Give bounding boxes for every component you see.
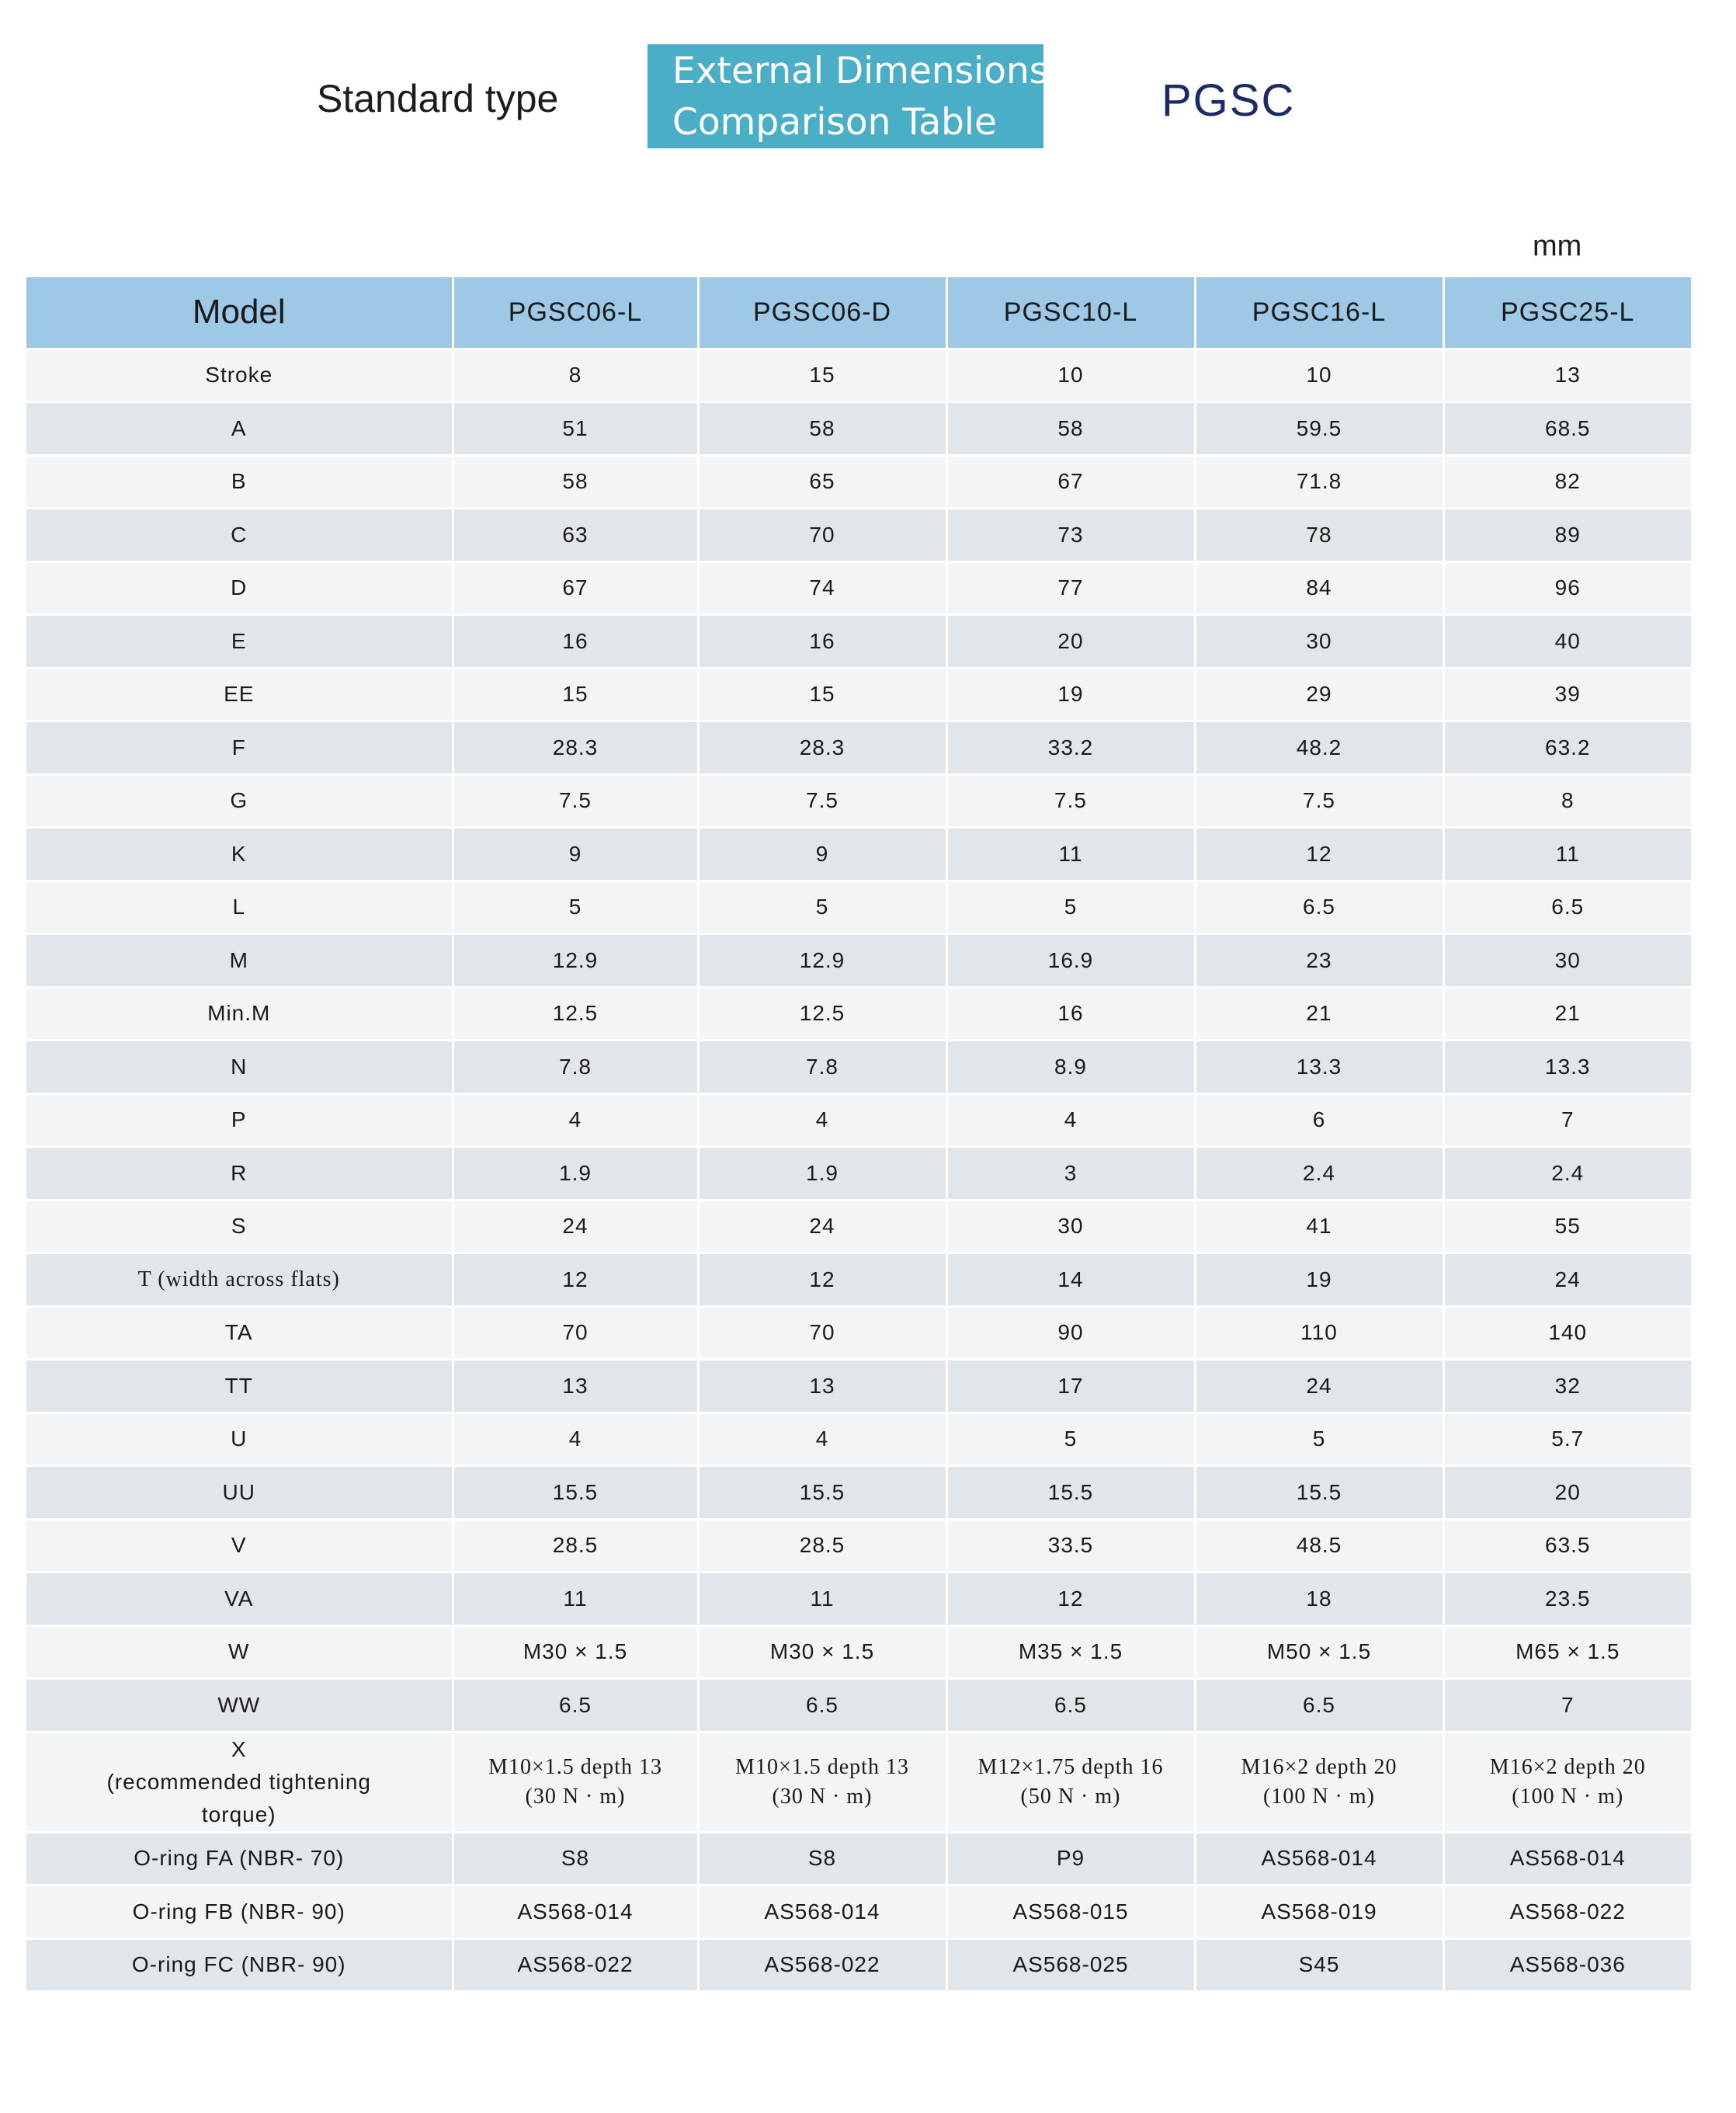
table-cell: AS568-019: [1195, 1885, 1443, 1939]
row-label: M: [26, 934, 453, 988]
table-cell: 15.5: [453, 1466, 698, 1520]
table-cell: 24: [1195, 1360, 1443, 1413]
table-cell: 68.5: [1443, 402, 1691, 456]
table-row: [26, 1041, 1691, 1094]
table-cell: 67: [453, 561, 698, 615]
table-cell: 41: [1195, 1200, 1443, 1253]
table-cell: 7.8: [453, 1041, 698, 1094]
row-label: L: [26, 881, 453, 934]
table-cell: 70: [698, 1306, 946, 1360]
cell-line: (100 N · m): [1512, 1784, 1624, 1809]
table-cell: 16: [453, 615, 698, 669]
table-cell: 19: [946, 668, 1195, 721]
table-cell: 5.7: [1443, 1413, 1691, 1466]
badge-line-2: Comparison Table: [672, 101, 997, 144]
table-cell: AS568-014: [453, 1885, 698, 1939]
table-cell: 77: [946, 561, 1195, 615]
table-cell: 10: [1195, 349, 1443, 402]
table-cell: 13.3: [1443, 1041, 1691, 1094]
table-cell: 67: [946, 455, 1195, 509]
table-cell: 23.5: [1443, 1573, 1691, 1626]
table-cell: 13.3: [1195, 1041, 1443, 1094]
table-cell: S8: [698, 1832, 946, 1885]
table-cell: 59.5: [1195, 402, 1443, 456]
table-row: [26, 561, 1691, 615]
row-label: UU: [26, 1466, 453, 1520]
table-cell: 2.4: [1443, 1147, 1691, 1201]
table-cell: 8: [453, 349, 698, 402]
table-cell: 13: [698, 1360, 946, 1413]
table-cell: 29: [1195, 668, 1443, 721]
table-row: [26, 1466, 1691, 1520]
table-cell: [453, 1732, 698, 1832]
table-cell: 28.5: [453, 1519, 698, 1573]
row-label-line: torque): [201, 1802, 276, 1826]
table-cell: 71.8: [1195, 455, 1443, 509]
table-cell: 7: [1443, 1093, 1691, 1147]
table-row: [26, 1519, 1691, 1573]
table-cell: 12: [946, 1573, 1195, 1626]
table-cell: AS568-015: [946, 1885, 1195, 1939]
table-cell: S8: [453, 1832, 698, 1885]
cell-line: (100 N · m): [1263, 1784, 1375, 1809]
table-cell: 15.5: [1195, 1466, 1443, 1520]
dimensions-table: [26, 277, 1691, 1993]
table-row: [26, 455, 1691, 509]
row-label: T (width across flats): [26, 1253, 453, 1307]
table-cell: 12.5: [698, 987, 946, 1041]
table-cell: 48.5: [1195, 1519, 1443, 1573]
series-title: PGSC: [1161, 75, 1296, 126]
table-cell: 63: [453, 509, 698, 562]
table-cell: 24: [698, 1200, 946, 1253]
row-label: D: [26, 561, 453, 615]
table-cell: 16: [946, 987, 1195, 1041]
table-cell: M35 × 1.5: [946, 1625, 1195, 1679]
table-cell: 15: [698, 349, 946, 402]
table-row: [26, 402, 1691, 456]
table-cell: 6.5: [1443, 881, 1691, 934]
table-cell: 65: [698, 455, 946, 509]
table-cell: 51: [453, 402, 698, 456]
cell-line: M10×1.5 depth 13: [488, 1754, 662, 1779]
model-column-header: Model: [26, 277, 453, 349]
table-cell: 7.5: [946, 774, 1195, 828]
table-cell: 4: [453, 1413, 698, 1466]
table-cell: 2.4: [1195, 1147, 1443, 1201]
table-row-oring: [26, 1885, 1691, 1939]
table-cell: 6.5: [1195, 881, 1443, 934]
table-cell: 9: [453, 828, 698, 881]
table-cell: AS568-036: [1443, 1938, 1691, 1992]
row-label-line: X: [231, 1736, 247, 1761]
table-cell: AS568-022: [1443, 1885, 1691, 1939]
table-row: [26, 349, 1691, 402]
table-row: [26, 987, 1691, 1041]
table-cell: 48.2: [1195, 721, 1443, 775]
table-cell: AS568-025: [946, 1938, 1195, 1992]
table-row: [26, 668, 1691, 721]
table-row: [26, 881, 1691, 934]
row-label: A: [26, 402, 453, 456]
cell-line: (50 N · m): [1020, 1784, 1121, 1809]
table-row: [26, 1413, 1691, 1466]
table-cell: AS568-014: [698, 1885, 946, 1939]
table-cell: 140: [1443, 1306, 1691, 1360]
model-header: PGSC10-L: [946, 277, 1195, 349]
table-cell: AS568-014: [1443, 1832, 1691, 1885]
table-cell: 11: [698, 1573, 946, 1626]
table-cell: 89: [1443, 509, 1691, 562]
row-label: WW: [26, 1679, 453, 1732]
table-cell: 84: [1195, 561, 1443, 615]
table-cell: 63.5: [1443, 1519, 1691, 1573]
table-cell: 13: [453, 1360, 698, 1413]
table-cell: 20: [946, 615, 1195, 669]
table-cell: 15: [453, 668, 698, 721]
table-cell: [698, 1732, 946, 1832]
table-cell: 39: [1443, 668, 1691, 721]
table-cell: M65 × 1.5: [1443, 1625, 1691, 1679]
row-label: P: [26, 1093, 453, 1147]
table-cell: 20: [1443, 1466, 1691, 1520]
table-row: [26, 934, 1691, 988]
table-cell: 1.9: [453, 1147, 698, 1201]
table-cell: 4: [946, 1093, 1195, 1147]
table-row-oring: [26, 1938, 1691, 1992]
table-cell: 7.8: [698, 1041, 946, 1094]
cell-line: M12×1.75 depth 16: [977, 1754, 1164, 1779]
table-cell: 73: [946, 509, 1195, 562]
table-cell: 32: [1443, 1360, 1691, 1413]
table-cell: 13: [1443, 349, 1691, 402]
table-cell: 17: [946, 1360, 1195, 1413]
table-row: [26, 1200, 1691, 1253]
row-label: VA: [26, 1573, 453, 1626]
table-cell: 12.9: [698, 934, 946, 988]
table-cell: 5: [946, 881, 1195, 934]
table-row: [26, 1147, 1691, 1201]
row-label: Stroke: [26, 349, 453, 402]
table-cell: 4: [698, 1093, 946, 1147]
table-cell: 21: [1443, 987, 1691, 1041]
cell-line: M16×2 depth 20: [1489, 1754, 1646, 1779]
table-header-row: [26, 277, 1691, 349]
table-cell: 6.5: [1195, 1679, 1443, 1732]
table-cell: 11: [453, 1573, 698, 1626]
row-label: C: [26, 509, 453, 562]
table-cell: [1195, 1732, 1443, 1832]
table-cell: 78: [1195, 509, 1443, 562]
table-cell: 7.5: [453, 774, 698, 828]
table-row-oring: [26, 1832, 1691, 1885]
row-label: O-ring FB (NBR- 90): [26, 1885, 453, 1939]
model-header: PGSC16-L: [1195, 277, 1443, 349]
table-row: [26, 1093, 1691, 1147]
table-cell: 24: [453, 1200, 698, 1253]
table-cell: 6.5: [453, 1679, 698, 1732]
row-label: EE: [26, 668, 453, 721]
table-cell: 5: [1195, 1413, 1443, 1466]
table-cell: 96: [1443, 561, 1691, 615]
table-cell: M30 × 1.5: [453, 1625, 698, 1679]
row-label: F: [26, 721, 453, 775]
table-cell: 5: [453, 881, 698, 934]
row-label: W: [26, 1625, 453, 1679]
table-row: [26, 1360, 1691, 1413]
table-cell: [946, 1732, 1195, 1832]
table-cell: 8: [1443, 774, 1691, 828]
table-cell: 15: [698, 668, 946, 721]
table-cell: 110: [1195, 1306, 1443, 1360]
table-cell: 30: [1195, 615, 1443, 669]
table-cell: 12: [453, 1253, 698, 1307]
table-row: [26, 721, 1691, 775]
table-cell: 70: [698, 509, 946, 562]
table-row: [26, 615, 1691, 669]
row-label-line: (recommended tightening: [106, 1769, 371, 1794]
unit-label: mm: [1533, 230, 1582, 262]
comparison-table-badge: [648, 44, 1049, 148]
table-cell: AS568-022: [453, 1938, 698, 1992]
table-cell: 3: [946, 1147, 1195, 1201]
table-cell: 12.9: [453, 934, 698, 988]
table-cell: 90: [946, 1306, 1195, 1360]
table-cell: 19: [1195, 1253, 1443, 1307]
table-row: [26, 774, 1691, 828]
table-cell: 24: [1443, 1253, 1691, 1307]
table-cell: 28.3: [698, 721, 946, 775]
table-row: [26, 1679, 1691, 1732]
table-cell: 16.9: [946, 934, 1195, 988]
row-label: O-ring FA (NBR- 70): [26, 1832, 453, 1885]
table-cell: P9: [946, 1832, 1195, 1885]
model-header: PGSC06-D: [698, 277, 946, 349]
table-row: [26, 1306, 1691, 1360]
table-cell: 9: [698, 828, 946, 881]
table-cell: 6.5: [698, 1679, 946, 1732]
table-cell: 21: [1195, 987, 1443, 1041]
table-cell: 4: [453, 1093, 698, 1147]
table-cell: M50 × 1.5: [1195, 1625, 1443, 1679]
table-cell: 40: [1443, 615, 1691, 669]
table-cell: 7.5: [1195, 774, 1443, 828]
table-cell: 55: [1443, 1200, 1691, 1253]
row-label: E: [26, 615, 453, 669]
table-cell: 11: [1443, 828, 1691, 881]
row-label: [26, 1732, 453, 1832]
table-cell: [1443, 1732, 1691, 1832]
cell-line: (30 N · m): [525, 1784, 626, 1809]
table-row: [26, 1253, 1691, 1307]
cell-line: (30 N · m): [772, 1784, 873, 1809]
table-cell: 16: [698, 615, 946, 669]
table-cell: AS568-022: [698, 1938, 946, 1992]
cell-line: M16×2 depth 20: [1241, 1754, 1397, 1779]
table-cell: 11: [946, 828, 1195, 881]
row-label: R: [26, 1147, 453, 1201]
table-cell: 10: [946, 349, 1195, 402]
cell-line: M10×1.5 depth 13: [735, 1754, 909, 1779]
table-row: [26, 1573, 1691, 1626]
table-cell: 70: [453, 1306, 698, 1360]
table-cell: 14: [946, 1253, 1195, 1307]
table-cell: 7.5: [698, 774, 946, 828]
row-label: O-ring FC (NBR- 90): [26, 1938, 453, 1992]
table-cell: 5: [946, 1413, 1195, 1466]
table-cell: 23: [1195, 934, 1443, 988]
table-cell: AS568-014: [1195, 1832, 1443, 1885]
row-label: TT: [26, 1360, 453, 1413]
table-cell: 6.5: [946, 1679, 1195, 1732]
table-row: [26, 509, 1691, 562]
table-cell: 12: [698, 1253, 946, 1307]
row-label: TA: [26, 1306, 453, 1360]
table-cell: 18: [1195, 1573, 1443, 1626]
table-cell: 15.5: [946, 1466, 1195, 1520]
table-row: [26, 1625, 1691, 1679]
table-cell: 28.3: [453, 721, 698, 775]
table-cell: 63.2: [1443, 721, 1691, 775]
table-cell: 58: [453, 455, 698, 509]
table-cell: S45: [1195, 1938, 1443, 1992]
model-header: PGSC06-L: [453, 277, 698, 349]
table-cell: 1.9: [698, 1147, 946, 1201]
table-cell: 15.5: [698, 1466, 946, 1520]
table-cell: 58: [698, 402, 946, 456]
row-label: U: [26, 1413, 453, 1466]
row-label: N: [26, 1041, 453, 1094]
row-label: G: [26, 774, 453, 828]
badge-line-1: External Dimensions: [672, 50, 1049, 92]
table-cell: 8.9: [946, 1041, 1195, 1094]
model-header: PGSC25-L: [1443, 277, 1691, 349]
table-cell: 6: [1195, 1093, 1443, 1147]
table-cell: 12.5: [453, 987, 698, 1041]
table-cell: 74: [698, 561, 946, 615]
table-cell: 4: [698, 1413, 946, 1466]
row-label: S: [26, 1200, 453, 1253]
table-row: [26, 828, 1691, 881]
table-cell: 7: [1443, 1679, 1691, 1732]
table-cell: M30 × 1.5: [698, 1625, 946, 1679]
standard-type-label: Standard type: [317, 77, 559, 120]
table-cell: 33.2: [946, 721, 1195, 775]
table-row-x: [26, 1732, 1691, 1832]
table-cell: 28.5: [698, 1519, 946, 1573]
row-label: B: [26, 455, 453, 509]
row-label: Min.M: [26, 987, 453, 1041]
table-cell: 12: [1195, 828, 1443, 881]
table-cell: 5: [698, 881, 946, 934]
table-cell: 33.5: [946, 1519, 1195, 1573]
table-cell: 58: [946, 402, 1195, 456]
table-cell: 30: [1443, 934, 1691, 988]
row-label: V: [26, 1519, 453, 1573]
row-label: K: [26, 828, 453, 881]
table-cell: 30: [946, 1200, 1195, 1253]
table-cell: 82: [1443, 455, 1691, 509]
